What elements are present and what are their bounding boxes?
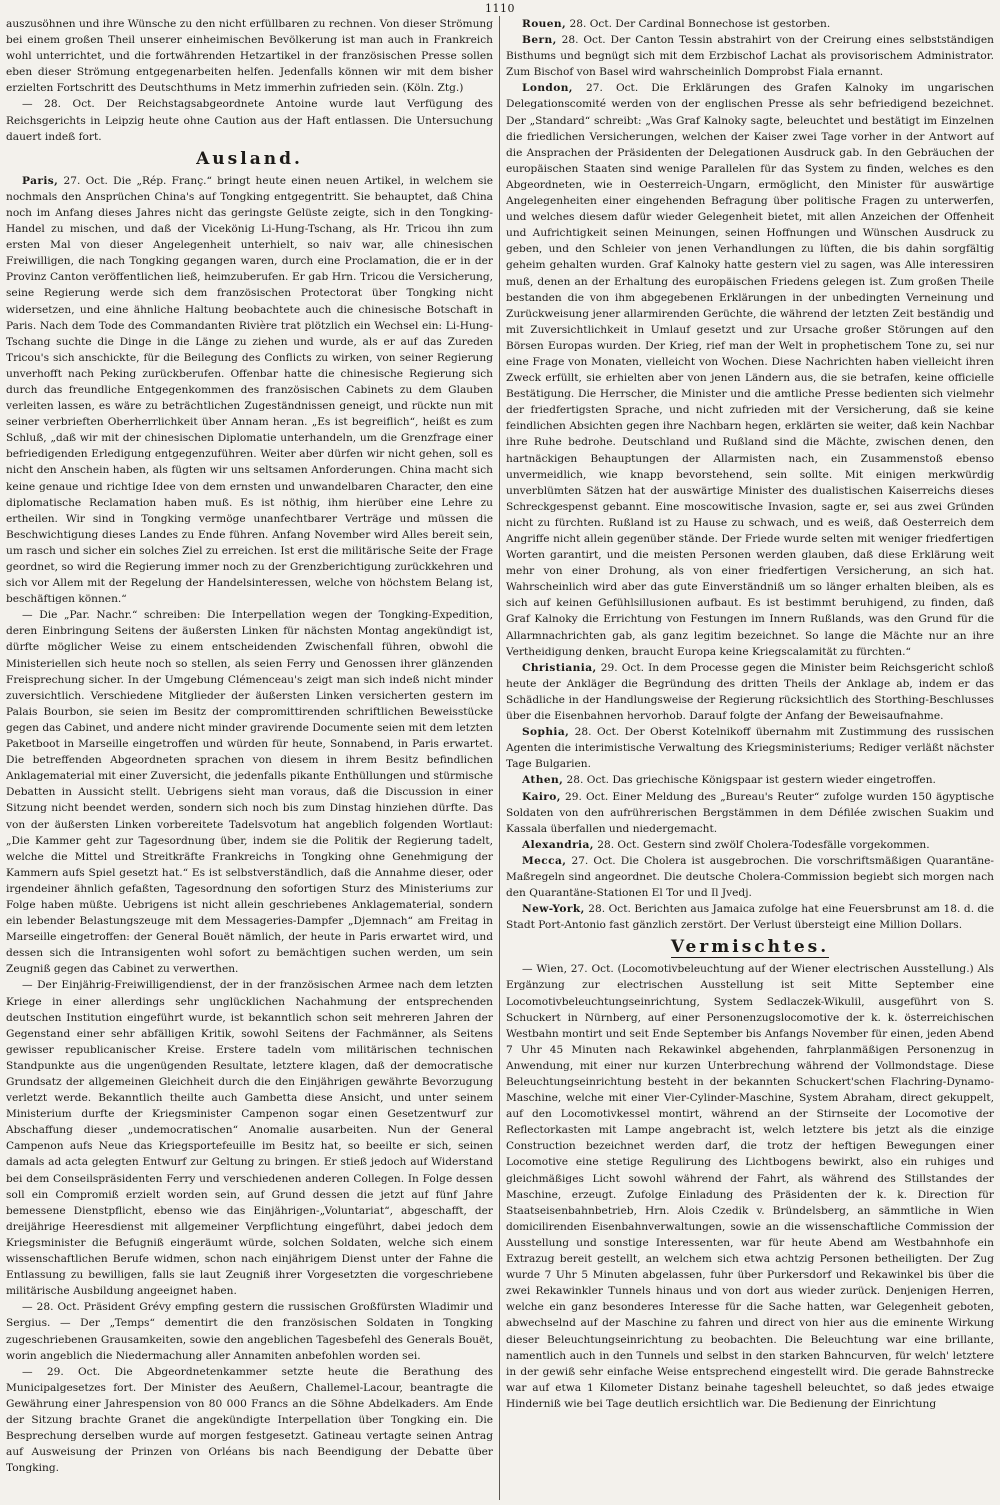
text-new-york: 28. Oct. Berichten aus Jamaica zufolge hat eine Feuersbrunst am 18. d. die Stadt Port-Antonio fast gänzlich zerstört. Der Verlust übersteigt eine Million Dollars. bbox=[506, 903, 994, 932]
column-divider bbox=[499, 16, 500, 1500]
dateline-london: London, bbox=[522, 82, 573, 95]
vermischtes-title-text: Vermischtes. bbox=[670, 937, 830, 958]
dateline-rouen: Rouen, bbox=[522, 18, 567, 30]
section-title-ausland bbox=[6, 148, 493, 170]
dateline-christiania: Christiania, bbox=[522, 661, 597, 674]
news-item-sophia bbox=[506, 724, 994, 772]
antoine-release-paragraph: — 28. Oct. Der Reichstagsabgeordnete Antoine wurde laut Verfügung des Reichsgerichts in Leipzig heute ohne Caution aus der Haft entlassen. Die Untersuchung dauert indeß fort. bbox=[6, 98, 493, 143]
news-item-kairo bbox=[506, 789, 994, 837]
dateline-mecca: Mecca, bbox=[522, 854, 567, 867]
einjaehrig-paragraph: — Der Einjährig-Freiwilligendienst, der in der französischen Armee nach dem letzten Kriege in einer allerdings sehr unglücklichen Nachahmung der entsprechenden deutschen Institution eingeführt wurde, ist bekanntlich schon seit mehreren Jahren der Gegenstand einer sehr abfälligen Kritik, sowohl Seitens der Fachmänner, als Seitens gewisser republicanischer Kreise. Erstere tadeln vom militärischen technischen Standpunkte aus die ungenügenden Resultate, letztere klagen, daß der democratische Grundsatz der allgemeinen Gleichheit durch die den Einjährigen gewährte Bevorzugung verletzt werde. Bekanntlich theilte auch Gambetta diese Ansicht, und unter seinem Ministerium durfte der Kriegsminister Campenon sogar einen Gesetzentwurf zur Abschaffung dieser „undemocratischen“ Anomalie ausarbeiten. Nun der General Campenon aufs Neue das Kriegsportefeuille im Besitz hat, so beeilte er sich, seinen damals ad acta gelegten Entwurf zur Geltung zu bringen. Er stieß jedoch auf Widerstand bei dem Conseilspräsidenten Ferry und verschiedenen anderen Collegen. In Folge dessen soll ein Compromiß erzielt worden sein, auf Grund dessen die jetzt auf fünf Jahre bemessene Dienstpflicht, ebenso wie das Einjährigen-„Voluntariat“, abgeschafft, der dreijährige Heeresdienst mit allgemeiner Verpflichtung eingeführt, dabei jedoch dem Kriegsminister die Befugniß eingeräumt würde, solchen Soldaten, welche sich einem wissenschaftlichen Berufe widmen, schon nach einjährigem Dienst unter der Fahne die Entlassung zu bewilligen, falls sie laut Zeugniß ihrer Vorgesetzten die vorgeschriebene militärische Ausbildung angeeignet haben. bbox=[6, 979, 493, 1298]
news-item-new-york bbox=[506, 901, 994, 933]
page-number: 1110 bbox=[485, 2, 515, 15]
text-rouen: 28. Oct. Der Cardinal Bonnechose ist gestorben. bbox=[569, 18, 831, 30]
vermischtes-wien-paragraph: — Wien, 27. Oct. (Locomotivbeleuchtung auf der Wiener electrischen Ausstellung.) Als Ergänzung zur electrischen Ausstellung ist seit Mitte September eine Locomotivbeleuchtungseinrichtung, System Sedlaczek-Wikulil, ausgeführt von S. Schuckert in Nürnberg, auf einer Personenzugslocomotive der k. k. österreichischen Westbahn montirt und seit Ende September bis Anfangs November für einen, jeden Abend 7 Uhr 45 Minuten nach Rekawinkel abgehenden, fahrplanmäßigen Personenzug in Anwendung, mit einer nur kurzen Unterbrechung während der Vollmondstage. Diese Beleuchtungseinrichtung besteht in der bekannten Schuckert'schen Flachring-Dynamo-Maschine, welche mit einer Vier-Cylinder-Maschine, System Abraham, direct gekuppelt, auf den Locomotivkessel montirt, während an der Stirnseite der Locomotive der Reflectorkasten mit Lampe angebracht ist, welch letztere bis jetzt als die einzige Construction bezeichnet werden darf, die trotz der heftigen Bewegungen einer Locomotive eine stetige Regulirung des Lichtbogens bewirkt, also ein ruhiges und gleichmäßiges Licht sowohl während der Fahrt, als während des Stillstandes der Maschine, erzeugt. Zufolge Einladung des Präsidenten der k. k. Direction für Staatseisenbahnbetrieb, Hrn. Alois Czedik v. Bründelsberg, an sämmtliche in Wien domicilirenden Eisenbahnverwaltungen, sowie an die wissenschaftliche Commission der Ausstellung und sonstige Interessenten, war für heute Abend am Westbahnhofe ein Extrazug bereit gestellt, an welchem sich etwa achtzig Personen betheiligten. Der Zug wurde 7 Uhr 5 Minuten abgelassen, fuhr über Purkersdorf und Rekawinkel bis über die zwei Rekawinkler Tunnels hinaus und von dort aus wieder zurück. Denjenigen Herren, welche ein ganz besonderes Interesse für die Sache hatten, war Gelegenheit geboten, abwechselnd auf der Maschine zu fahren und direct von hier aus die eminente Wirkung dieser Beleuchtungseinrichtung zu beobachten. Die Beleuchtung war eine brillante, namentlich auch in den Tunnels und selbst in den starken Bahncurven, für welch' letztere in der gewiß sehr einfache Weise entsprechend eingestellt wird. Die gerade Bahnstrecke war auf etwa 1 Kilometer Distanz beinahe tageshell beleuchtet, so daß jedes etwaige Hinderniß wie bei Tage deutlich ersichtlich war. Die Bedienung der Einrichtung bbox=[506, 963, 994, 1410]
right-column bbox=[506, 16, 994, 1500]
dateline-kairo: Kairo, bbox=[522, 790, 561, 803]
paris-dateline: Paris, bbox=[22, 174, 59, 187]
text-mecca: 27. Oct. Die Cholera ist ausgebrochen. Die vorschriftsmäßigen Quarantäne-Maßregeln sind angeordnet. Die deutsche Cholera-Commission begiebt sich morgen nach den Quarantäne-Stationen El Tor und Il Jvedj. bbox=[506, 854, 994, 900]
text-alexandria: 28. Oct. Gestern sind zwölf Cholera-Todesfälle vorgekommen. bbox=[597, 838, 930, 851]
ausland-title-text: Ausland. bbox=[196, 148, 303, 169]
news-item-christiania bbox=[506, 660, 994, 724]
dateline-sophia: Sophia, bbox=[522, 726, 570, 739]
news-item-bern bbox=[506, 32, 994, 80]
dateline-new-york: New-York, bbox=[522, 903, 585, 916]
dateline-bern: Bern, bbox=[522, 34, 557, 47]
text-christiania: 29. Oct. In dem Processe gegen die Minister beim Reichsgericht schloß heute der Ankläger die Begründung des dritten Theils der Anklage ab, indem er das Schädliche in der Handlungsweise der Regierung rücksichtlich des Storthing-Beschlusses über die Eisenbahnen hervorhob. Darauf folgte der Anfang der Beweisaufnahme. bbox=[506, 661, 994, 723]
par-nachr-paragraph: — Die „Par. Nachr.“ schreiben: Die Interpellation wegen der Tongking-Expedition, deren Einbringung Seitens der äußersten Linken für nächsten Montag angekündigt ist, dürfte möglicher Weise zu einem entscheidenden Zwischenfall führen, obwohl die Ministeriellen sich heute noch so stellen, als seien Ferry und Genossen ihrer glänzenden Freisprechung sicher. In der Umgebung Clémenceau's zeigt man sich indeß nicht minder zuversichtlich. Verschiedene Mitglieder der äußersten Linken versicherten gestern im Palais Bourbon, sie seien im Besitz der compromittirenden schriftlichen Beweisstücke gegen das Cabinet, und andere nicht minder gravirende Documente seien mit dem letzten Paketboot in Marseille eingetroffen und würden für heute, Sonnabend, in Paris erwartet. Die betreffenden Abgeordneten sprachen von diesem in ihrem Besitz befindlichen Anklagematerial mit einer Zuversicht, die jedenfalls pikante Enthüllungen und stürmische Debatten in Aussicht stellt. Uebrigens sieht man voraus, daß die Discussion in einer Sitzung nicht beendet werden, sondern sich noch bis zum Dinstag hinziehen dürfte. Das von der äußersten Linken vorbereitete Tadelsvotum hat angeblich folgenden Wortlaut: „Die Kammer geht zur Tagesordnung über, indem sie die Politik der Regierung tadelt, welche die Mittel und Streitkräfte Frankreichs in Tongking ohne Genehmigung der Kammern aufs Spiel gesetzt hat.“ Es ist selbstverständlich, daß die Annahme dieser, oder irgendeiner ähnlich gefaßten, Tagesordnung den sofortigen Sturz des Ministeriums zur Folge haben müßte. Uebrigens ist nicht allein geschriebenes Anklagematerial, sondern ein lebender Belastungszeuge mit dem Messageries-Dampfer „Djemnach“ am Freitag in Marseille eingetroffen: der General Bouët nämlich, der heute in Paris erwartet wird, und dessen sich die Intransigenten wohl sofort zu bemächtigen suchen werden, um sein Zeugniß gegen das Cabinet zu verwerthen. bbox=[6, 609, 493, 976]
news-item-mecca bbox=[506, 853, 994, 901]
text-bern: 28. Oct. Der Canton Tessin abstrahirt von der Creirung eines selbstständigen Bisthums und begnügt sich mit dem Erzbischof Lachat als provisorischem Administrator. Zum Bischof von Basel wird wahrscheinlich Domprobst Fiala ernannt. bbox=[506, 34, 994, 79]
text-kairo: 29. Oct. Einer Meldung des „Bureau's Reuter“ zufolge wurden 150 ägyptische Soldaten von den aufrührerischen Bergstämmen in dem Défilée zwischen Suakim und Kassala überfallen und niedergemacht. bbox=[506, 790, 994, 835]
grevy-paragraph: — 28. Oct. Präsident Grévy empfing gestern die russischen Großfürsten Wladimir und Sergius. — Der „Temps“ dementirt die den französischen Soldaten in Tongking zugeschriebenen Grausamkeiten, sowie den angeblichen Tagesbefehl des Generals Bouët, worin angeblich die Niedermachung aller Annamiten anbefohlen worden sei. bbox=[6, 1301, 493, 1362]
text-sophia: 28. Oct. Der Oberst Kotelnikoff übernahm mit Zustimmung des russischen Agenten die interimistische Verwaltung des Kriegsministeriums; Rediger verläßt nächster Tage Bulgarien. bbox=[506, 726, 994, 771]
metz-report-paragraph: auszusöhnen und ihre Wünsche zu den nicht erfüllbaren zu rechnen. Von dieser Strömung bei einem großen Theil unserer einheimischen Bevölkerung ist man auch in Frankreich wohl unterrichtet, und die fortwährenden Hetzartikel in der französischen Presse sollen eben dieser Strömung entgegenarbeiten helfen. Jedenfalls können wir mit dem bisher erzielten Fortschritt des Deutschthums in Metz immerhin zufrieden sein. (Köln. Ztg.) bbox=[6, 18, 493, 95]
kammer-paragraph: — 29. Oct. Die Abgeordnetenkammer setzte heute die Berathung des Municipalgesetzes fort. Der Minister des Aeußern, Challemel-Lacour, beantragte die Gewährung einer Jahrespension von 80 000 Francs an die Söhne Abdelkaders. Am Ende der Sitzung brachte Granet die angekündigte Interpellation über Tongking ein. Die Besprechung derselben wurde auf morgen festgesetzt. Gatineau vertagte seinen Antrag auf Ausweisung der Prinzen von Orléans bis nach Beendigung der Debatte über Tongking. bbox=[6, 1365, 493, 1475]
paris-article bbox=[6, 173, 493, 608]
news-item-london bbox=[506, 80, 994, 659]
dateline-athen: Athen, bbox=[522, 774, 564, 787]
news-item-athen bbox=[506, 772, 994, 788]
news-item-alexandria bbox=[506, 837, 994, 853]
left-column bbox=[6, 16, 493, 1500]
text-athen: 28. Oct. Das griechische Königspaar ist gestern wieder eingetroffen. bbox=[566, 774, 936, 787]
dateline-alexandria: Alexandria, bbox=[522, 838, 594, 851]
text-london: 27. Oct. Die Erklärungen des Grafen Kalnoky im ungarischen Delegationscomité werden von der englischen Presse als sehr befriedigend bezeichnet. Der „Standard“ schreibt: „Was Graf Kalnoky sagte, beleuchtet und bestätigt im Einzelnen die friedlichen Versicherungen, welchen der Kaiser zwei Tage vorher in der Antwort auf die Ansprachen der Präsidenten der Delegationen Ausdruck gab. In den Gebräuchen der europäischen Staaten sind wenige Parallelen für das System zu finden, welches es den Abgeordneten, wie in Oesterreich-Ungarn, ermöglicht, den Minister für auswärtige Angelegenheiten einer eingehenden Befragung über politische Fragen zu unterwerfen, und welches diesem dafür wieder Gelegenheit bietet, mit allen Anzeichen der Offenheit und Aufrichtigkeit seinen Meinungen, seinen Hoffnungen und Wünschen Ausdruck zu geben, und den Schleier von jenen Verhandlungen zu lüften, die bis dahin sorgfältig geheim gehalten wurden. Graf Kalnoky hatte gestern viel zu sagen, was Alle interessiren muß, denen an der Erhaltung des europäischen Friedens gelegen ist. Zum großen Theile bestanden die von ihm abgegebenen Erklärungen in der unbedingten Verneinung und Zurückweisung jener allarmirenden Gerüchte, die während der letzten Zeit beständig und mit Zuversichtlichkeit in Umlauf gesetzt und zur Ursache großer Störungen auf den Börsen Europas wurden. Der Krieg, rief man der Welt in prophetischem Tone zu, sei nur eine Frage von Monaten, vielleicht von Wochen. Diese Nachrichten haben vielleicht ihren Zweck erfüllt, sie erhielten aber von jenen Ländern aus, die sie betrafen, keine officielle Bestätigung. Die Herrscher, die Minister und die amtliche Presse bedienten sich vielmehr der friedfertigsten Sprache, und nicht zufrieden mit der Versicherung, daß sie keine feindlichen Absichten gegen ihre Nachbarn hegen, erklärten sie weiter, daß kein Nachbar ihre Ruhe bedrohe. Deutschland und Rußland sind die Mächte, zwischen denen, den hartnäckigen Behauptungen der Allarmisten nach, ein Zusammenstoß ebenso unvermeidlich, wie knapp bevorstehend, sein sollte. Mit einigen merkwürdig unverblümten Sätzen hat der auswärtige Minister des dualistischen Kaiserreichs dieses Schreckgespenst gebannt. Eine moscowitische Invasion, sagte er, sei aus zwei Gründen nicht zu fürchten. Rußland ist zu Hause zu schwach, und es weiß, daß Oesterreich dem Angriffe nicht allein gegenüber stände. Der Friede wurde selten mit weniger friedfertigen Worten garantirt, und die meisten Personen werden glauben, daß diese Erklärung weit mehr von einer Drohung, als von einer friedfertigen Versicherung, an sich hat. Wahrscheinlich wird aber das gute Einverständniß um so länger erhalten bleiben, als es sich auf keinen Gefühlsillusionen aufbaut. Es ist bestimmt beruhigend, zu finden, daß Graf Kalnoky die Errichtung von Festungen im Innern Rußlands, was den Grund für die Allarmnachrichten gab, als ganz legitim bezeichnet. So lange die Mächte nur an ihre Vertheidigung denken, braucht Europa keine Kriegscalamität zu fürchten.“ bbox=[506, 82, 994, 658]
news-item-rouen bbox=[506, 16, 994, 32]
paris-article-text: 27. Oct. Die „Rép. Franç.“ bringt heute einen neuen Artikel, in welchem sie nochmals den Ansprüchen China's auf Tongking entgegentritt. Sie behauptet, daß China noch im Anfang dieses Jahres nicht das geringste Gelüste zeigte, sich in den Tongking-Handel zu mischen, und daß der Vicekönig Li-Hung-Tschang, als Hr. Tricou ihn zum ersten Mal von dieser Angelegenheit unterhielt, so naiv war, alle chinesischen Freiwilligen, die nach Tongking gegangen waren, durch eine Proclamation, die er in der Provinz Canton veröffentlichen ließ, heimzuberufen. Er gab Hrn. Tricou die Versicherung, seine Regierung werde sich dem französischen Protectorat über Tongking nicht widersetzen, und eine ähnliche Haltung beobachtete auch die chinesische Botschaft in Paris. Nach dem Tode des Commandanten Rivière trat plötzlich ein Wechsel ein: Li-Hung-Tschang suchte die Dinge in die Länge zu ziehen und wurde, als er auf das Zureden Tricou's sich anschickte, für die Beilegung des Conflicts zu wirken, von seiner Regierung unverhofft nach Peking zurückberufen. Offenbar hatte die chinesische Regierung sich durch das freundliche Entgegenkommen des französischen Cabinets zu dem Glauben verleiten lassen, es wäre zu beträchtlichen Zugeständnissen geneigt, und rückte nun mit seiner verbrieften Oberherrlichkeit über Annam heran. „Es ist begreiflich“, heißt es zum Schluß, „daß wir mit der chinesischen Diplomatie unterhandeln, um die Grenzfrage einer befriedigenden Erledigung entgegenzuführen. Weiter aber dürfen wir nicht gehen, soll es nicht den Anschein haben, als fügten wir uns seltsamen Anforderungen. China macht sich keine genaue und richtige Idee von dem ernsten und unwandelbaren Character, den eine diplomatische Reclamation haben muß. Es ist nöthig, ihm hierüber eine Lehre zu ertheilen. Wir sind in Tongking vermöge unanfechtbarer Verträge und müssen die Beschwichtigung dieses Landes zu Ende führen. Anfang November wird Alles bereit sein, um rasch und sicher ein solches Ziel zu erreichen. Ist erst die militärische Seite der Frage geordnet, so wird die Regierung immer noch zu der Grenzberichtigung zurückkehren und sich vor Allem mit der Regelung der Handelsinteressen, welche von höchstem Belang ist, beschäftigen können.“ bbox=[6, 174, 493, 606]
section-title-vermischtes bbox=[506, 936, 994, 958]
